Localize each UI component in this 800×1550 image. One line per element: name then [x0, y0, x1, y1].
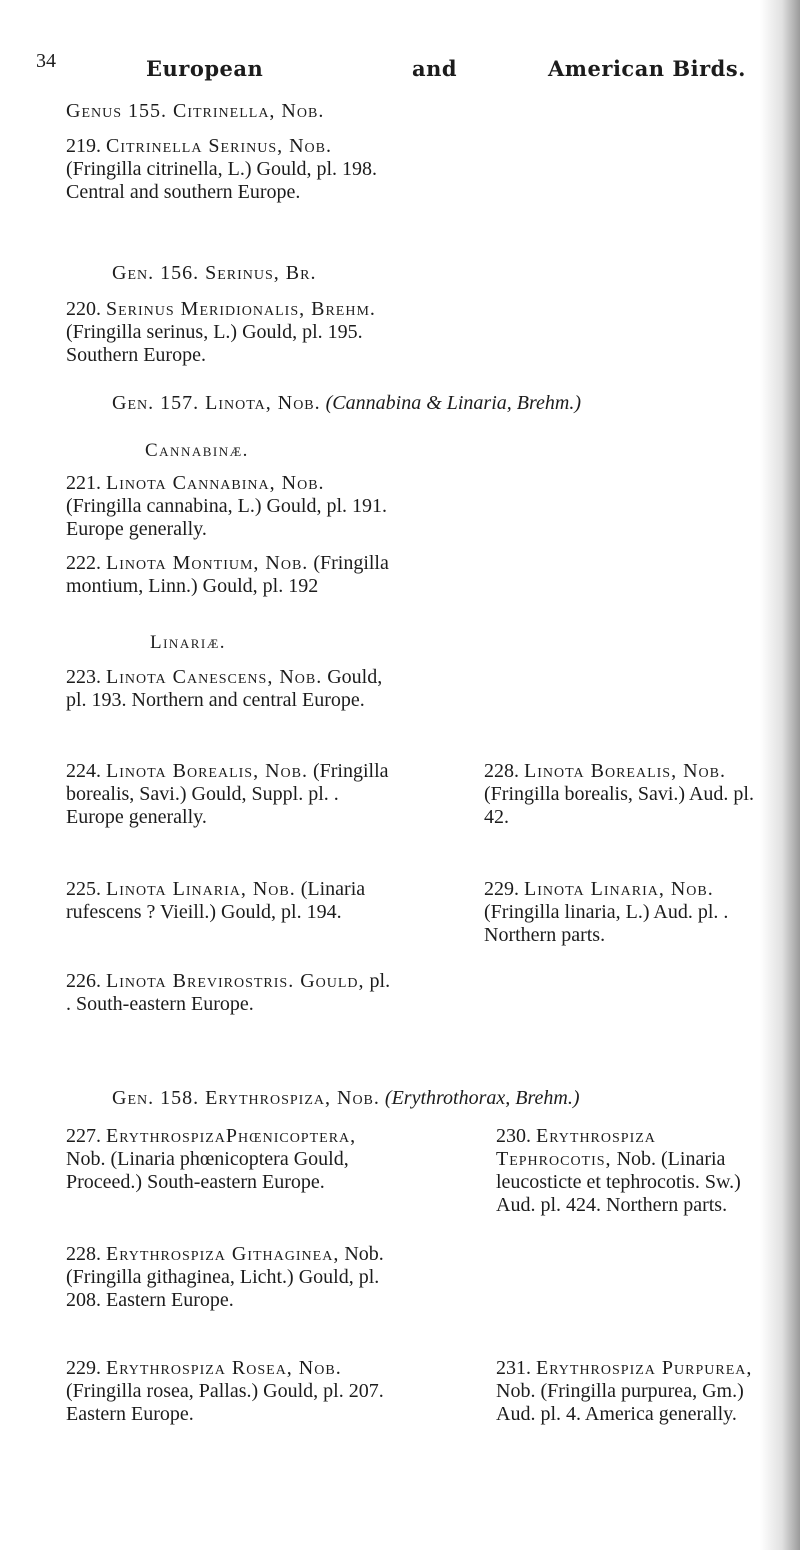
entry-228-erythrospiza: 228. Erythrospiza Githaginea, Nob. (Fringilla githaginea, Licht.) Gould, pl. 208. Eastern Europe.	[66, 1243, 384, 1311]
page-number: 34	[36, 50, 56, 72]
genus-heading-155: Genus 155. Citrinella, Nob.	[66, 100, 325, 122]
entry-223: 223. Linota Canescens, Nob. Gould, pl. 193. Northern and central Europe.	[66, 666, 383, 711]
entry-219: 219. Citrinella Serinus, Nob. (Fringilla citrinella, L.) Gould, pl. 198. Central and southern Europe.	[66, 135, 378, 203]
genus-heading-157: Gen. 157. Linota, Nob. (Cannabina & Linaria, Brehm.)	[112, 392, 582, 414]
entry-230: 230. Erythrospiza Tephrocotis, Nob. (Linaria leucosticte et tephrocotis. Sw.) Aud. pl. 424. Northern parts.	[496, 1125, 741, 1216]
entry-231: 231. Erythrospiza Purpurea, Nob. (Fringilla purpurea, Gm.) Aud. pl. 4. America generally.	[496, 1357, 753, 1425]
entry-226: 226. Linota Brevirostris. Gould, pl. . South-eastern Europe.	[66, 970, 391, 1015]
entry-229-right: 229. Linota Linaria, Nob. (Fringilla linaria, L.) Aud. pl. . Northern parts.	[484, 878, 729, 946]
entry-225: 225. Linota Linaria, Nob. (Linaria rufescens ? Vieill.) Gould, pl. 194.	[66, 878, 366, 923]
entry-220: 220. Serinus Meridionalis, Brehm. (Fringilla serinus, L.) Gould, pl. 195. Southern Europe.	[66, 298, 376, 366]
running-header	[0, 50, 800, 90]
entry-222: 222. Linota Montium, Nob. (Fringilla montium, Linn.) Gould, pl. 192	[66, 552, 389, 597]
header-title-right: American Birds.	[548, 56, 746, 81]
subsection-linariae: Linariæ.	[150, 632, 227, 653]
header-title-left: European	[146, 56, 264, 81]
entry-221: 221. Linota Cannabina, Nob. (Fringilla cannabina, L.) Gould, pl. 191. Europe generally.	[66, 472, 388, 540]
genus-heading-158: Gen. 158. Erythrospiza, Nob. (Erythrothorax, Brehm.)	[112, 1087, 580, 1109]
entry-224: 224. Linota Borealis, Nob. (Fringilla borealis, Savi.) Gould, Suppl. pl. . Europe generally.	[66, 760, 389, 828]
entry-228-right: 228. Linota Borealis, Nob. (Fringilla borealis, Savi.) Aud. pl. 42.	[484, 760, 754, 828]
entry-229-erythrospiza: 229. Erythrospiza Rosea, Nob. (Fringilla rosea, Pallas.) Gould, pl. 207. Eastern Europe.	[66, 1357, 384, 1425]
subsection-cannabinae: Cannabinæ.	[145, 440, 249, 461]
genus-heading-156: Gen. 156. Serinus, Br.	[112, 262, 317, 284]
header-title-mid: and	[412, 56, 458, 81]
entry-227: 227. ErythrospizaPhœnicoptera, Nob. (Linaria phœnicoptera Gould, Proceed.) South-eastern Europe.	[66, 1125, 357, 1193]
